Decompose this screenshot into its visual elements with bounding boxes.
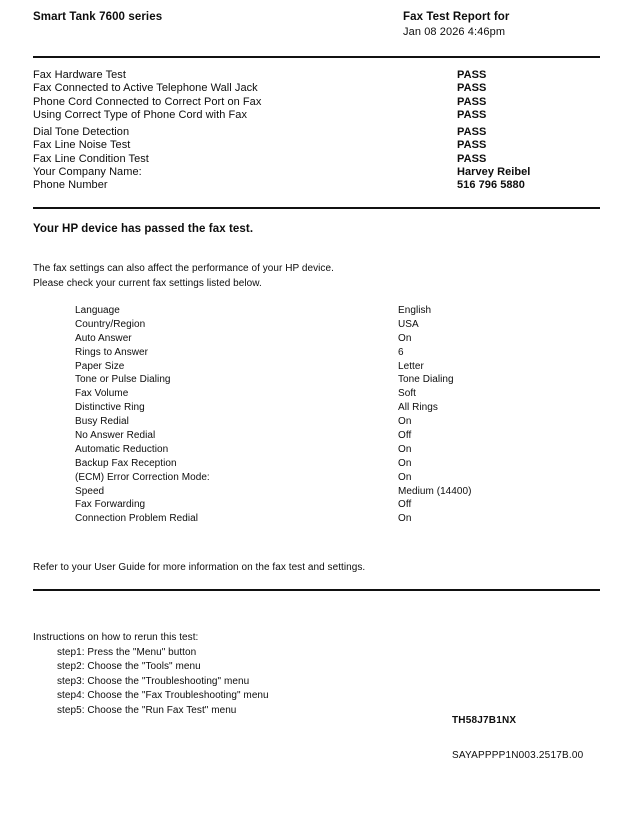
- fax-setting-value: Off: [398, 430, 412, 442]
- fax-setting-value: Soft: [398, 388, 416, 400]
- fax-setting-value: On: [398, 457, 412, 469]
- instruction-step: step3: Choose the "Troubleshooting" menu: [57, 675, 250, 687]
- test-result-value: PASS: [457, 82, 487, 95]
- footer-divider: [33, 589, 600, 591]
- fax-setting-label: Fax Forwarding: [75, 499, 146, 511]
- instruction-step: step2: Choose the "Tools" menu: [57, 661, 201, 672]
- rerun-instructions: [33, 631, 269, 718]
- fax-settings-list: [75, 305, 575, 527]
- fax-setting-row: [75, 499, 575, 513]
- test-result-value: PASS: [457, 139, 487, 152]
- fax-setting-value: All Rings: [398, 402, 438, 414]
- fax-setting-label: Connection Problem Redial: [75, 513, 198, 525]
- fax-setting-row: [75, 388, 575, 402]
- fax-setting-row: [75, 458, 575, 472]
- fax-setting-row: [75, 416, 575, 430]
- fax-setting-label: Backup Fax Reception: [75, 457, 177, 469]
- fax-setting-row: [75, 374, 575, 388]
- device-model-title: Smart Tank 7600 series: [33, 11, 163, 23]
- firmware-build-code: SAYAPPPP1N003.2517B.00: [452, 750, 584, 761]
- fax-setting-value: Medium (14400): [398, 485, 472, 497]
- fax-setting-value: Letter: [398, 360, 424, 372]
- device-serial-code: TH58J7B1NX: [452, 715, 517, 726]
- fax-setting-label: Country/Region: [75, 318, 146, 330]
- fax-setting-row: [75, 402, 575, 416]
- fax-setting-label: Distinctive Ring: [75, 402, 145, 414]
- test-result-label: Your Company Name:: [33, 166, 142, 179]
- test-result-value: PASS: [457, 108, 487, 121]
- test-result-label: Phone Cord Connected to Correct Port on Fax: [33, 95, 262, 108]
- test-result-label: Fax Line Noise Test: [33, 139, 131, 152]
- header-divider: [33, 56, 600, 58]
- fax-setting-row: [75, 347, 575, 361]
- fax-setting-label: Fax Volume: [75, 388, 129, 400]
- test-result-value: Harvey Reibel: [457, 166, 531, 179]
- fax-setting-row: [75, 333, 575, 347]
- fax-setting-label: (ECM) Error Correction Mode:: [75, 471, 210, 483]
- test-result-value: 516 796 5880: [457, 179, 525, 192]
- fax-setting-value: English: [398, 305, 432, 316]
- fax-setting-row: [75, 444, 575, 458]
- fax-setting-label: Language: [75, 305, 120, 316]
- fax-setting-value: 6: [398, 346, 404, 358]
- test-result-row: [33, 126, 600, 139]
- fax-setting-value: On: [398, 471, 412, 483]
- fax-setting-row: [75, 319, 575, 333]
- instruction-step: step5: Choose the "Run Fax Test" menu: [57, 704, 237, 716]
- user-guide-note: Refer to your User Guide for more information on the fax test and settings.: [33, 562, 366, 573]
- test-result-value: PASS: [457, 95, 487, 108]
- test-result-value: PASS: [457, 152, 487, 165]
- instructions-heading: Instructions on how to rerun this test:: [33, 632, 199, 643]
- test-result-row: [33, 153, 600, 166]
- fax-setting-label: Rings to Answer: [75, 346, 149, 358]
- fax-setting-row: [75, 472, 575, 486]
- fax-setting-row: [75, 305, 575, 319]
- test-result-value: PASS: [457, 126, 487, 139]
- settings-intro: [33, 262, 334, 291]
- fax-setting-label: Busy Redial: [75, 416, 129, 428]
- fax-setting-label: Paper Size: [75, 360, 125, 372]
- fax-setting-value: USA: [398, 318, 419, 330]
- report-timestamp: Jan 08 2026 4:46pm: [403, 26, 506, 38]
- fax-setting-row: [75, 513, 575, 527]
- settings-intro-line-2: Please check your current fax settings listed below.: [33, 277, 262, 289]
- test-result-row: [33, 179, 600, 192]
- fax-setting-label: Speed: [75, 485, 105, 497]
- test-result-label: Fax Hardware Test: [33, 69, 126, 81]
- test-result-row: [33, 96, 600, 109]
- test-result-label: Fax Line Condition Test: [33, 152, 149, 165]
- fax-setting-value: Tone Dialing: [398, 374, 454, 386]
- tests-divider: [33, 207, 600, 209]
- report-header: [403, 10, 509, 40]
- test-result-value: PASS: [457, 69, 487, 81]
- report-title: Fax Test Report for: [403, 11, 510, 23]
- fax-setting-row: [75, 486, 575, 500]
- test-results-list: [33, 69, 600, 193]
- test-result-label: Fax Connected to Active Telephone Wall Jack: [33, 82, 258, 95]
- fax-setting-label: Automatic Reduction: [75, 443, 169, 455]
- fax-setting-row: [75, 361, 575, 375]
- fax-setting-value: Off: [398, 499, 412, 511]
- settings-intro-line-1: The fax settings can also affect the performance of your HP device.: [33, 263, 334, 274]
- test-result-row: [33, 109, 600, 122]
- test-result-row: [33, 139, 600, 152]
- fax-setting-value: On: [398, 416, 412, 428]
- test-result-row: [33, 166, 600, 179]
- fax-setting-value: On: [398, 513, 412, 525]
- test-result-label: Using Correct Type of Phone Cord with Fax: [33, 108, 247, 121]
- fax-setting-row: [75, 430, 575, 444]
- test-result-label: Dial Tone Detection: [33, 126, 130, 139]
- result-banner: Your HP device has passed the fax test.: [33, 223, 254, 235]
- test-result-row: [33, 82, 600, 95]
- test-result-row: [33, 69, 600, 82]
- instruction-step: step1: Press the "Menu" button: [57, 646, 197, 658]
- fax-setting-label: No Answer Redial: [75, 430, 156, 442]
- fax-setting-label: Tone or Pulse Dialing: [75, 374, 171, 386]
- fax-setting-value: On: [398, 332, 412, 344]
- test-result-label: Phone Number: [33, 179, 108, 192]
- fax-setting-label: Auto Answer: [75, 332, 132, 344]
- instruction-step: step4: Choose the "Fax Troubleshooting" menu: [57, 690, 269, 701]
- fax-setting-value: On: [398, 443, 412, 455]
